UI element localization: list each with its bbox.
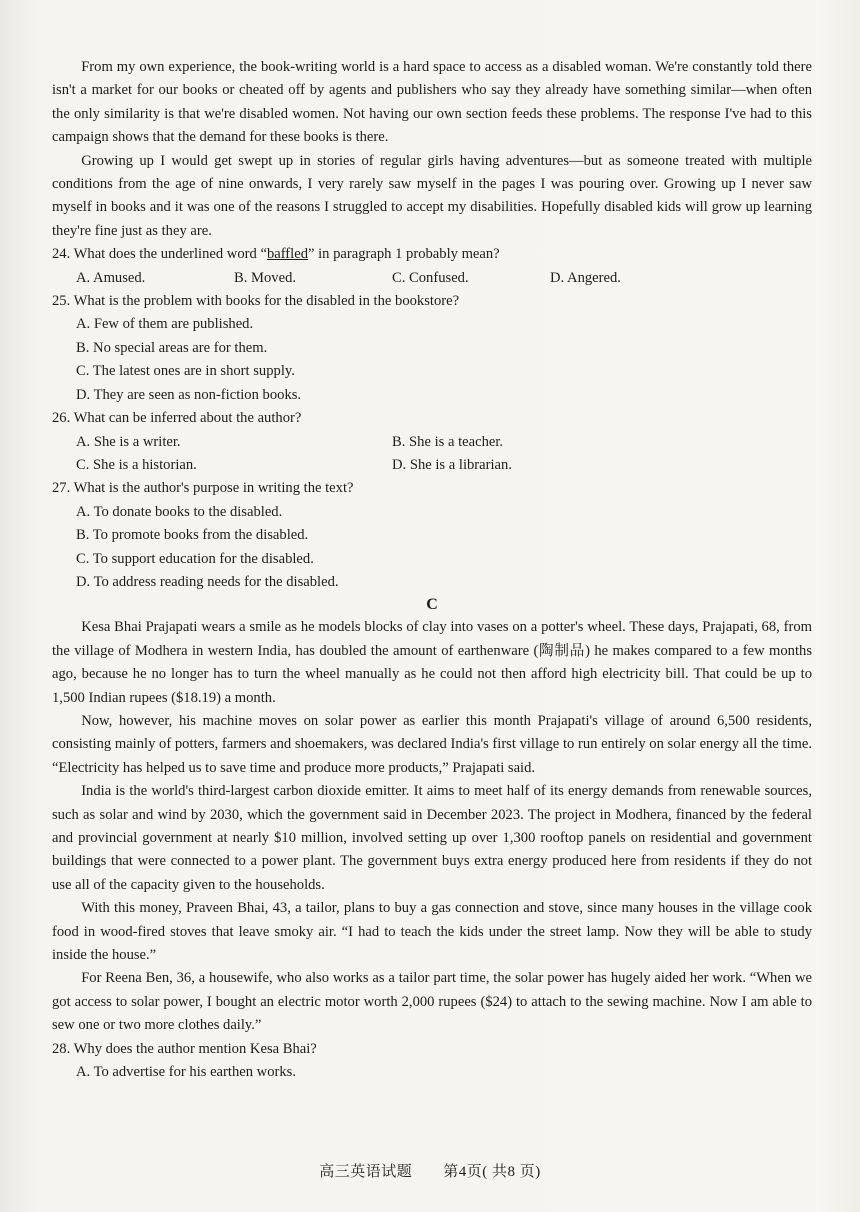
question-26-stem: 26. What can be inferred about the author? <box>52 410 302 427</box>
option-a: A. To advertise for his earthen works. <box>76 1064 296 1081</box>
passage-b-paragraph-1: From my own experience, the book-writing world is a hard space to access as a disabled woman. We're constantly told there isn't a market for our books or cheated off by agents and publishers who say they already have something similar—when often the only similarity is that we're disabled women. Not having our own section feeds these problems. The response I've had to this campaign shows that the demand for these books is there. <box>52 59 812 146</box>
option-d: D. Angered. <box>550 269 621 286</box>
passage-c-paragraph-3: India is the world's third-largest carbon dioxide emitter. It aims to meet half of its energy demands from renewable sources, such as solar and wind by 2030, which the government said in December 2023. The project in Modhera, financed by the federal and provincial government at nearly $10 million, involved setting up over 1,300 rooftop panels on residential and government buildings that were connected to a power plant. The government buys extra energy produced here from residents if they do not use all of the capacity given to the households. <box>52 783 812 893</box>
option-b: B. Moved. <box>234 269 297 286</box>
option-d: D. She is a librarian. <box>392 456 512 473</box>
option-c: C. Confused. <box>392 269 469 286</box>
section-c-heading: C <box>426 596 438 614</box>
question-27-stem: 27. What is the author's purpose in writing the text? <box>52 480 354 497</box>
option-c: C. To support education for the disabled. <box>76 550 314 567</box>
underlined-word: baffled <box>266 246 308 263</box>
passage-c-paragraph-2: Now, however, his machine moves on solar power as earlier this month Prajapati's village of around 6,500 residents, consisting mainly of potters, farmers and shoemakers, was declared India's first village to run entirely on solar energy all the time. “Electricity has helped us to save time and produce more products,” Prajapati said. <box>52 712 812 776</box>
option-d: D. To address reading needs for the disabled. <box>76 573 339 590</box>
passage-c-paragraph-4: With this money, Praveen Bhai, 43, a tailor, plans to buy a gas connection and stove, since many houses in the village cook food in wood-fired stoves that leave smoky air. “I had to teach the kids under the street lamp. Now they will be able to study inside the house.” <box>52 900 812 964</box>
question-26-options-row-2 <box>52 454 812 477</box>
option-c: C. The latest ones are in short supply. <box>76 363 295 380</box>
option-a: A. Few of them are published. <box>76 316 254 333</box>
question-26-options-row-1 <box>52 431 812 454</box>
page-footer: 高三英语试题 第4页( 共8 页) <box>319 1164 541 1180</box>
option-c: C. She is a historian. <box>76 456 197 473</box>
passage-b-paragraph-2: Growing up I would get swept up in stories of regular girls having adventures—but as someone treated with multiple conditions from the age of nine onwards, I very rarely saw myself in the pages I was pouring over. Growing up I never saw myself in books and it was one of the reasons I struggled to accept my disabilities. Hopefully disabled kids will grow up learning they're fine just as they are. <box>52 152 812 239</box>
option-b: B. To promote books from the disabled. <box>76 527 309 544</box>
option-b: B. No special areas are for them. <box>76 339 268 356</box>
option-a: A. To donate books to the disabled. <box>76 503 283 520</box>
page-content <box>52 56 812 1084</box>
option-b: B. She is a teacher. <box>392 433 504 450</box>
question-24-options <box>52 267 812 290</box>
question-24-stem: 24. What does the underlined word “baffled” in paragraph 1 probably mean? <box>52 246 500 263</box>
question-28-stem: 28. Why does the author mention Kesa Bhai? <box>52 1040 317 1057</box>
option-a: A. She is a writer. <box>76 433 181 450</box>
passage-c-paragraph-1: Kesa Bhai Prajapati wears a smile as he models blocks of clay into vases on a potter's wheel. These days, Prajapati, 68, from the village of Modhera in western India, has doubled the amount of earthenware (陶制品) he makes compared to a few months ago, because he no longer has to turn the wheel manually as he could not then afford high electricity bill. That could be up to 1,500 Indian rupees ($18.19) a month. <box>52 619 812 706</box>
question-25-stem: 25. What is the problem with books for the disabled in the bookstore? <box>52 293 460 310</box>
option-a: A. Amused. <box>76 269 146 286</box>
option-d: D. They are seen as non-fiction books. <box>76 386 302 403</box>
passage-c-paragraph-5: For Reena Ben, 36, a housewife, who also works as a tailor part time, the solar power has hugely aided her work. “When we got access to solar power, I bought an electric motor worth 2,000 rupees ($24) to attach to the sewing machine. Now I am able to sew one or two more clothes daily.” <box>52 970 812 1034</box>
